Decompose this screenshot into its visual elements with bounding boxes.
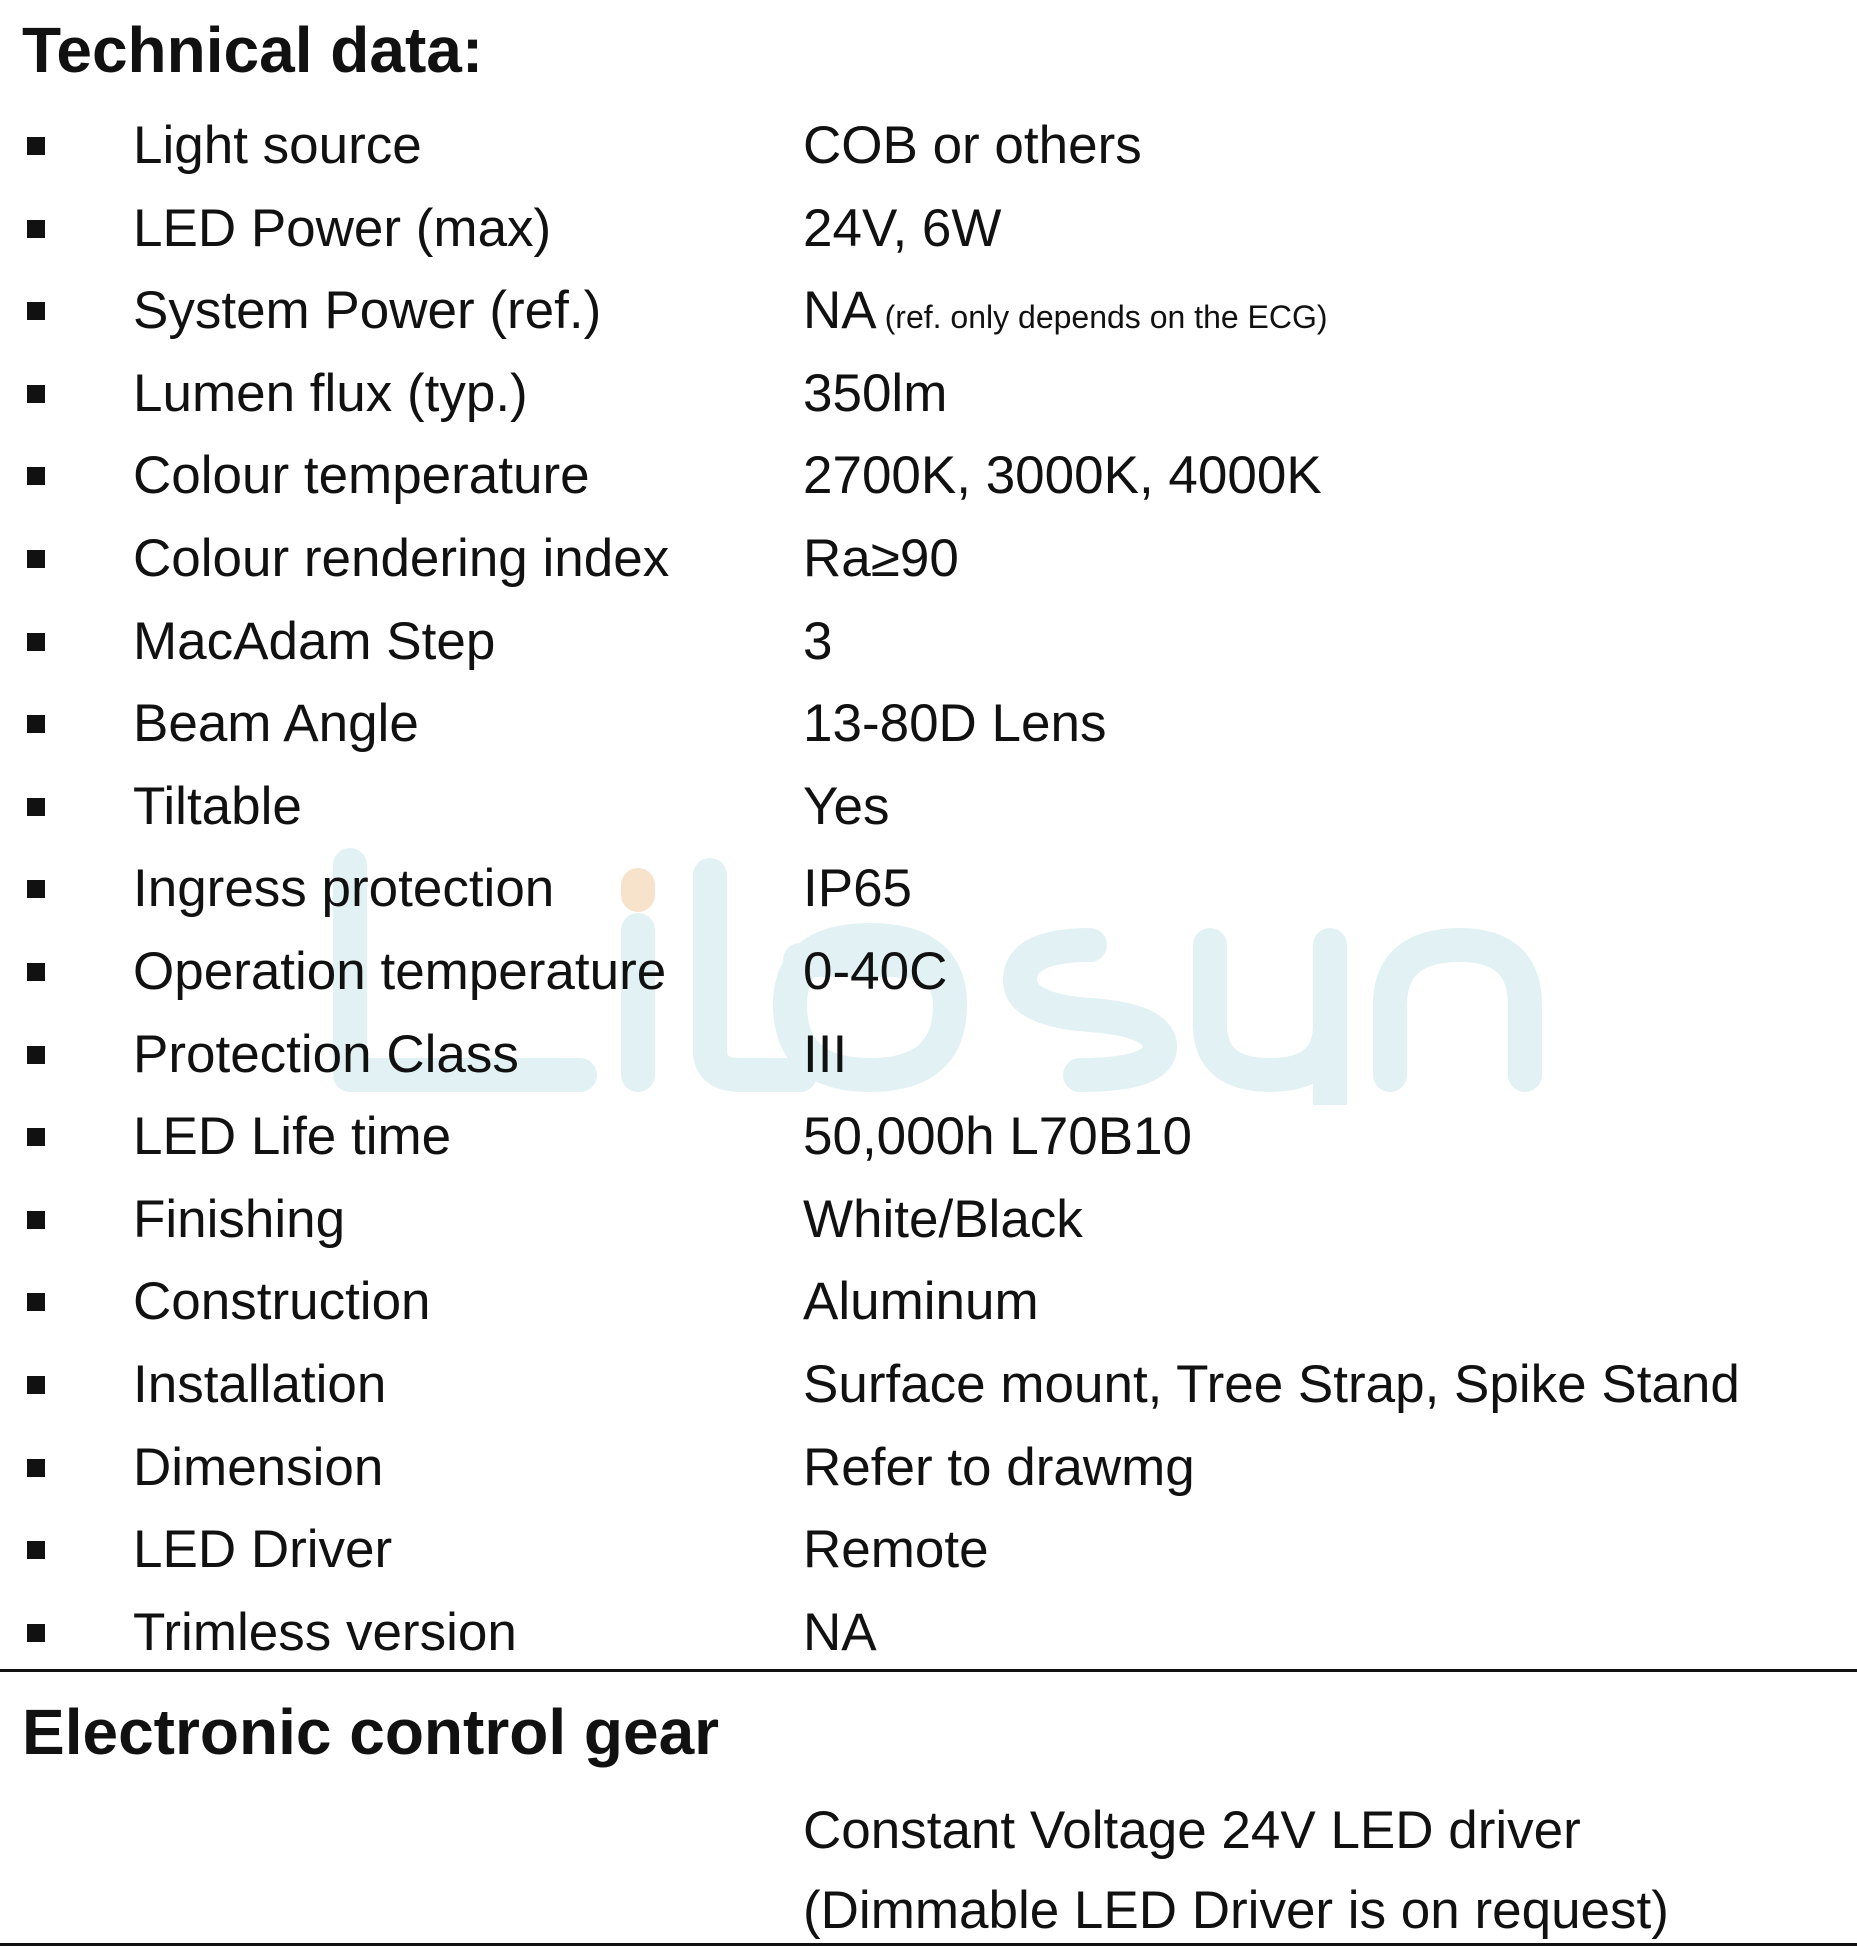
spec-value-text: 0-40C bbox=[803, 941, 948, 1001]
spec-value bbox=[803, 1024, 847, 1086]
spec-value-text: Surface mount, Tree Strap, Spike Stand bbox=[803, 1354, 1740, 1414]
spec-value bbox=[803, 198, 1001, 260]
spec-label: MacAdam Step bbox=[133, 611, 496, 671]
technical-data-heading: Technical data: bbox=[22, 14, 484, 86]
spec-label: Tiltable bbox=[133, 776, 302, 836]
spec-row bbox=[0, 115, 1857, 198]
spec-row bbox=[0, 198, 1857, 281]
square-bullet-icon bbox=[27, 963, 45, 981]
spec-label: Protection Class bbox=[133, 1024, 519, 1084]
spec-label: LED Power (max) bbox=[133, 198, 552, 258]
spec-row bbox=[0, 611, 1857, 694]
spec-row bbox=[0, 1106, 1857, 1189]
spec-label: LED Driver bbox=[133, 1520, 393, 1580]
spec-value-text: COB or others bbox=[803, 116, 1142, 175]
spec-value-text: 350lm bbox=[803, 363, 948, 423]
bottom-divider bbox=[0, 1943, 1857, 1946]
square-bullet-icon bbox=[27, 715, 45, 733]
spec-value bbox=[803, 776, 889, 838]
spec-value-text: III bbox=[803, 1024, 848, 1084]
spec-value-text: 13-80D Lens bbox=[803, 694, 1107, 754]
spec-value bbox=[803, 1602, 877, 1664]
spec-value-text: Aluminum bbox=[803, 1272, 1039, 1332]
spec-row bbox=[0, 858, 1857, 941]
square-bullet-icon bbox=[27, 880, 45, 898]
spec-value bbox=[803, 611, 832, 673]
spec-value bbox=[803, 1437, 1195, 1499]
spec-label: Construction bbox=[133, 1272, 431, 1332]
ecg-description-line-2: (Dimmable LED Driver is on request) bbox=[803, 1881, 1669, 1940]
spec-row bbox=[0, 445, 1857, 528]
spec-label: Finishing bbox=[133, 1189, 346, 1249]
spec-row bbox=[0, 941, 1857, 1024]
spec-value-text: Ra≥90 bbox=[803, 528, 959, 588]
spec-value-note: (ref. only depends on the ECG) bbox=[884, 299, 1328, 336]
specification-list bbox=[0, 115, 1857, 1684]
square-bullet-icon bbox=[27, 1459, 45, 1477]
spec-value bbox=[803, 1189, 1083, 1251]
spec-value-text: White/Black bbox=[803, 1189, 1083, 1249]
spec-value bbox=[803, 1519, 989, 1581]
spec-label: LED Life time bbox=[133, 1107, 452, 1167]
square-bullet-icon bbox=[27, 1211, 45, 1229]
spec-value-text: NA bbox=[803, 1602, 877, 1662]
square-bullet-icon bbox=[27, 798, 45, 816]
spec-value-text: 50,000h L70B10 bbox=[803, 1107, 1193, 1167]
spec-label: Colour rendering index bbox=[133, 528, 670, 588]
square-bullet-icon bbox=[27, 633, 45, 651]
square-bullet-icon bbox=[27, 137, 45, 155]
spec-label: Beam Angle bbox=[133, 694, 419, 754]
square-bullet-icon bbox=[27, 220, 45, 238]
spec-value bbox=[803, 445, 1322, 507]
square-bullet-icon bbox=[27, 1046, 45, 1064]
spec-value-text: 24V, 6W bbox=[803, 198, 1002, 258]
spec-label: Light source bbox=[133, 116, 422, 175]
spec-value bbox=[803, 528, 959, 590]
spec-row bbox=[0, 1024, 1857, 1107]
square-bullet-icon bbox=[27, 1541, 45, 1559]
spec-value bbox=[803, 1106, 1192, 1168]
square-bullet-icon bbox=[27, 1624, 45, 1642]
spec-value-text: 3 bbox=[803, 611, 833, 671]
spec-value bbox=[803, 1271, 1039, 1333]
spec-row bbox=[0, 528, 1857, 611]
ecg-heading: Electronic control gear bbox=[22, 1696, 720, 1768]
spec-label: Lumen flux (typ.) bbox=[133, 363, 528, 423]
spec-row bbox=[0, 1437, 1857, 1520]
spec-value bbox=[803, 693, 1106, 755]
square-bullet-icon bbox=[27, 1293, 45, 1311]
spec-label: Ingress protection bbox=[133, 859, 555, 919]
spec-value bbox=[803, 363, 947, 425]
square-bullet-icon bbox=[27, 550, 45, 568]
spec-row bbox=[0, 280, 1857, 363]
spec-value bbox=[803, 280, 1328, 348]
ecg-description-line-1: Constant Voltage 24V LED driver bbox=[803, 1801, 1581, 1860]
square-bullet-icon bbox=[27, 302, 45, 320]
spec-label: Colour temperature bbox=[133, 446, 590, 506]
spec-value-text: IP65 bbox=[803, 859, 913, 919]
spec-value bbox=[803, 941, 947, 1003]
spec-value-text: Remote bbox=[803, 1520, 989, 1580]
spec-value bbox=[803, 1354, 1740, 1416]
spec-row bbox=[0, 1519, 1857, 1602]
spec-row bbox=[0, 363, 1857, 446]
square-bullet-icon bbox=[27, 1128, 45, 1146]
spec-value bbox=[803, 115, 1142, 177]
spec-row bbox=[0, 776, 1857, 859]
spec-value-text: 2700K, 3000K, 4000K bbox=[803, 446, 1322, 506]
section-divider bbox=[0, 1669, 1857, 1672]
spec-row bbox=[0, 1271, 1857, 1354]
square-bullet-icon bbox=[27, 467, 45, 485]
spec-row bbox=[0, 1354, 1857, 1437]
spec-label: Installation bbox=[133, 1354, 387, 1414]
square-bullet-icon bbox=[27, 385, 45, 403]
spec-row bbox=[0, 693, 1857, 776]
spec-label: System Power (ref.) bbox=[133, 281, 602, 341]
spec-label: Operation temperature bbox=[133, 941, 667, 1001]
spec-value-text: Refer to drawmg bbox=[803, 1437, 1195, 1497]
spec-label: Trimless version bbox=[133, 1602, 517, 1662]
spec-label: Dimension bbox=[133, 1437, 384, 1497]
square-bullet-icon bbox=[27, 1376, 45, 1394]
spec-value-text: Yes bbox=[803, 776, 890, 836]
spec-row bbox=[0, 1189, 1857, 1272]
spec-value-text: NA bbox=[803, 281, 877, 341]
spec-value bbox=[803, 858, 912, 920]
